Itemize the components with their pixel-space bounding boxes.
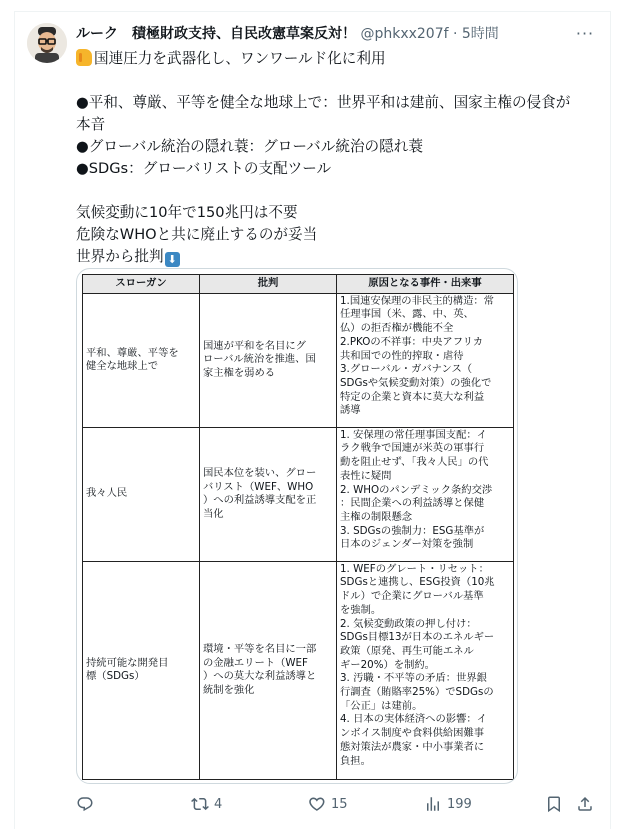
author-name[interactable]: ルーク 積極財政支持、自民改憲草案反対！ — [76, 26, 356, 42]
more-options-icon[interactable]: ··· — [575, 24, 595, 43]
column-header: 批判 — [200, 275, 337, 294]
attached-image[interactable] — [76, 268, 518, 784]
text-line: ●SDGs：グローバリストの支配ツール — [76, 160, 332, 177]
critique-cell: 国連が平和を名目にグ ローバル統治を推進、国 家主権を弱める — [200, 293, 337, 427]
tweet-text — [76, 48, 596, 268]
table-row — [83, 293, 514, 427]
slogan-cell: 我々人民 — [83, 427, 200, 561]
heart-icon — [308, 795, 326, 813]
column-header: スローガン — [83, 275, 200, 294]
column-header: 原因となる事件・出来事 — [337, 275, 514, 294]
share-button[interactable] — [576, 794, 594, 814]
like-count: 15 — [331, 796, 348, 812]
criticism-table — [82, 274, 514, 780]
text-line: 国連圧力を武器化し、ワンワールド化に利用 — [76, 48, 596, 70]
blank-line — [76, 180, 596, 202]
text-line: 世界から批判 ⬇ — [76, 246, 596, 268]
post-time[interactable]: · 5時間 — [453, 26, 499, 42]
share-icon — [576, 795, 594, 813]
view-count: 199 — [447, 796, 472, 812]
repost-icon — [191, 795, 209, 813]
slogan-cell: 平和、尊厳、平等を 健全な地球上で — [83, 293, 200, 427]
repost-button[interactable] — [191, 794, 222, 814]
events-cell: 1.国連安保理の非民主的構造：常 任理事国（米、露、中、英、 仏）の拒否権が機能不全 2.PKOの不祥事：中央アフリカ 共和国での性的搾取・虐待 3.グローバル・ガバナンス（ SDGsや気候変動対策）の強化で 特定の企業と資本に莫大な利益 誘導 — [337, 293, 514, 427]
critique-cell: 環境・平等を名目に一部 の金融エリート（WEF ）への莫大な利益誘導と 統制を強化 — [200, 561, 337, 779]
reply-icon — [76, 795, 94, 813]
bookmark-button[interactable] — [545, 794, 563, 814]
text-line: ●グローバル統治の隠れ蓑：グローバル統治の隠れ蓑 — [76, 138, 423, 155]
events-cell: 1. 安保理の常任理事国支配：イ ラク戦争で国連が米英の軍事行 動を阻止せず、「我々人民」の代 表性に疑問 2. WHOのパンデミック条約交渉 ：民間企業への利益誘導と保健 主権の制限懸念 3. SDGsの強制力：ESG基準が 日本のジェンダー対策を強制 — [337, 427, 514, 561]
like-button[interactable] — [308, 794, 348, 814]
blank-line — [76, 70, 596, 92]
tweet-header — [76, 24, 606, 44]
action-bar — [76, 790, 596, 818]
text-line: 本音 — [76, 116, 106, 133]
raised-hand-emoji-icon — [76, 49, 92, 66]
bookmark-icon — [545, 795, 563, 813]
critique-cell: 国民本位を装い、グロー バリスト（WEF、WHO ）への利益誘導支配を正 当化 — [200, 427, 337, 561]
views-chart-icon — [424, 795, 442, 813]
table-row — [83, 561, 514, 779]
down-arrow-emoji-icon: ⬇ — [165, 252, 180, 267]
text-line: 危険なWHOと共に廃止するのが妥当 — [76, 226, 318, 243]
slogan-cell: 持続可能な開発目 標（SDGs） — [83, 561, 200, 779]
views-button[interactable] — [424, 794, 472, 814]
author-handle[interactable]: @phkxx207f — [360, 26, 449, 42]
repost-count: 4 — [214, 796, 223, 812]
avatar-image — [27, 23, 67, 63]
reply-button[interactable] — [76, 794, 99, 814]
table-header-row — [83, 275, 514, 294]
text-line: ●平和、尊厳、平等を健全な地球上で：世界平和は建前、国家主権の侵食が — [76, 94, 571, 111]
avatar[interactable] — [27, 23, 67, 63]
events-cell: 1. WEFのグレート・リセット： SDGsと連携し、ESG投資（10兆 ドル）で企業にグローバル基準 を強制。 2. 気候変動政策の押し付け： SDGs目標13が日本のエネルギー 政策（原発、再生可能エネル ギー20%）を制約。 3. 汚職・不平等の矛盾：世界銀 行調査（賄賂率25%）でSDGsの 「公正」は建前。 4. 日本の実体経済への影響：イ ンボイス制度や食料供給困難事 態対策法が農家・中小事業者に 負担。 — [337, 561, 514, 779]
text-line: 気候変動に10年で150兆円は不要 — [76, 204, 298, 221]
table-row — [83, 427, 514, 561]
